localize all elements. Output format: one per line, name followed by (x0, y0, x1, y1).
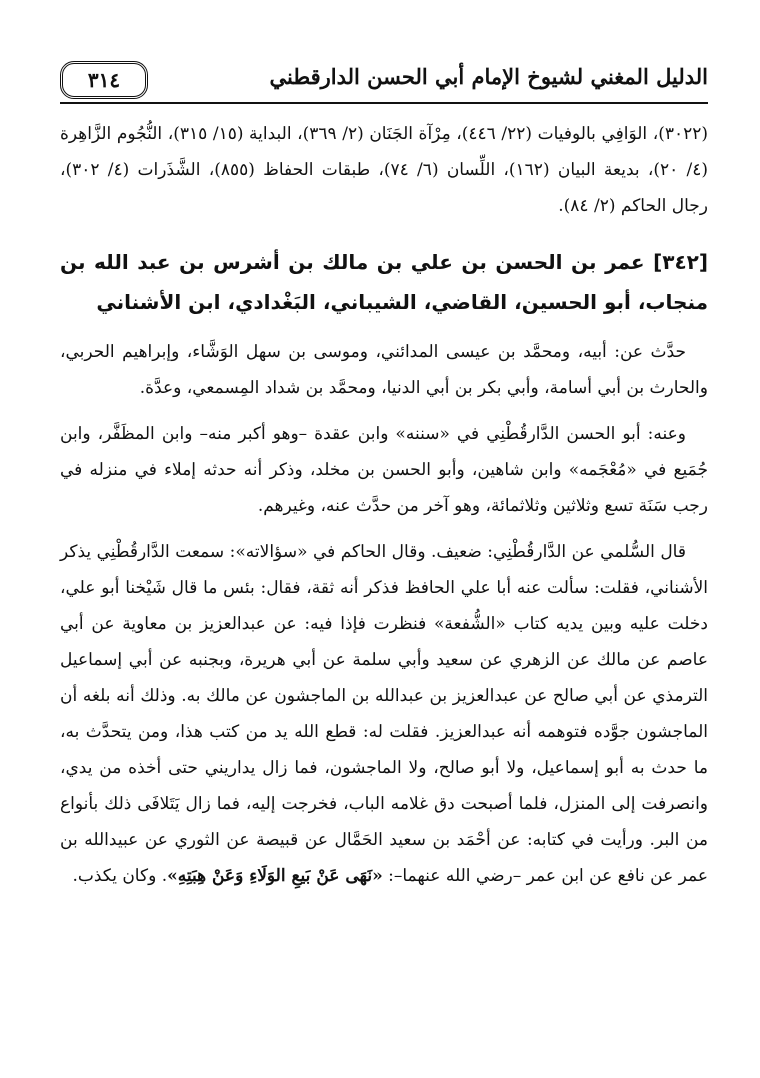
teachers-paragraph: حدَّث عن: أبيه، ومحمَّد بن عيسى المدائني، وموسى بن سهل الوَشَّاء، وإبراهيم الحربي، والحارث بن أبي أسامة، وأبي بكر بن أبي الدنيا، ومحمَّد بن شداد المِسمعي، وعدَّة. (60, 342, 708, 398)
assessment-text: قال السُّلمي عن الدَّارقُطْنِي: ضعيف. وقال الحاكم في «سؤالاته»: سمعت الدَّارقُطْنِي يذكر الأشناني، فقلت: سألت عنه أبا علي الحافظ فذكر أنه ثقة، فقال: بئس ما قال شَيْخنا أبو علي، دخلت عليه وبين يديه كتاب «الشُّفعة» فنظرت فإذا فيه: عن عبدالعزيز بن معاوية عن أبي عاصم عن مالك عن الزهري عن سعيد وأبي سلمة عن أبي هريرة، وبجنبه عن أبي إسماعيل الترمذي عن أبي صالح عن عبدالعزيز بن عبدالله بن الماجشون عن مالك به. وذلك أنه بلغه أن الماجشون جوَّده فتوهمه أنه عبدالعزيز. فقلت له: قطع الله يد من كتب هذا، ومن يتحدَّث به، ما حدث به أبو إسماعيل، ولا أبو صالح، ولا الماجشون، فما زال يداريني حتى أخذه من يدي، وانصرفت إلى المنزل، فلما أصبحت دق غلامه الباب، فخرجت إليه، فما زال يَتَلافَى ذلك بأنواع من البر. ورأيت في كتابه: عن أحْمَد بن سعيد الحَمَّال عن قبيصة عن الثوري عن عبيدالله بن عمر عن نافع عن ابن عمر –رضي الله عنهما–: (60, 542, 708, 886)
page-number: ٣١٤ (60, 61, 148, 99)
hadith-quote: «نَهَى عَنْ بَيعِ الوَلَاءِ وَعَنْ هِبَتِهِ» (167, 866, 383, 886)
students-paragraph: وعنه: أبو الحسن الدَّارقُطْنِي في «سننه» وابن عقدة –وهو أكبر منه– وابن المظَفَّر، وابن جُمَيع في «مُعْجَمه» وابن شاهين، وأبو الحسن بن مخلد، وذكر أنه حدثه إملاء في منزله في رجب سَنَة تسع وثلاثين وثلاثمائة، وهو آخر من حدَّث عنه، وغيرهم. (60, 424, 708, 516)
references-paragraph: (٣٠٢٢)، الوَافِي بالوفيات (٢٢/ ٤٤٦)، مِرْآة الجَنَان (٢/ ٣٦٩)، البداية (١٥/ ٣١٥)، النُّجُوم الزَّاهِرة (٤/ ٢٠)، بديعة البيان (١٦٢)، اللِّسان (٦/ ٧٤)، طبقات الحفاظ (٨٥٥)، الشَّذَرات (٤/ ٣٠٢)، رجال الحاكم (٢/ ٨٤). (60, 124, 709, 216)
closing-text: . وكان يكذب. (72, 866, 168, 886)
page-header (60, 52, 708, 104)
running-title: الدليل المغني لشيوخ الإمام أبي الحسن الدارقطني (269, 64, 708, 89)
document-page (60, 52, 708, 894)
assessment-paragraph (60, 534, 708, 894)
entry-title: [٣٤٢] عمر بن الحسن بن علي بن مالك بن أشرس بن عبد الله بن منجاب، أبو الحسين، القاضي، الشيباني، البَغْدادي، ابن الأشناني (60, 250, 708, 314)
